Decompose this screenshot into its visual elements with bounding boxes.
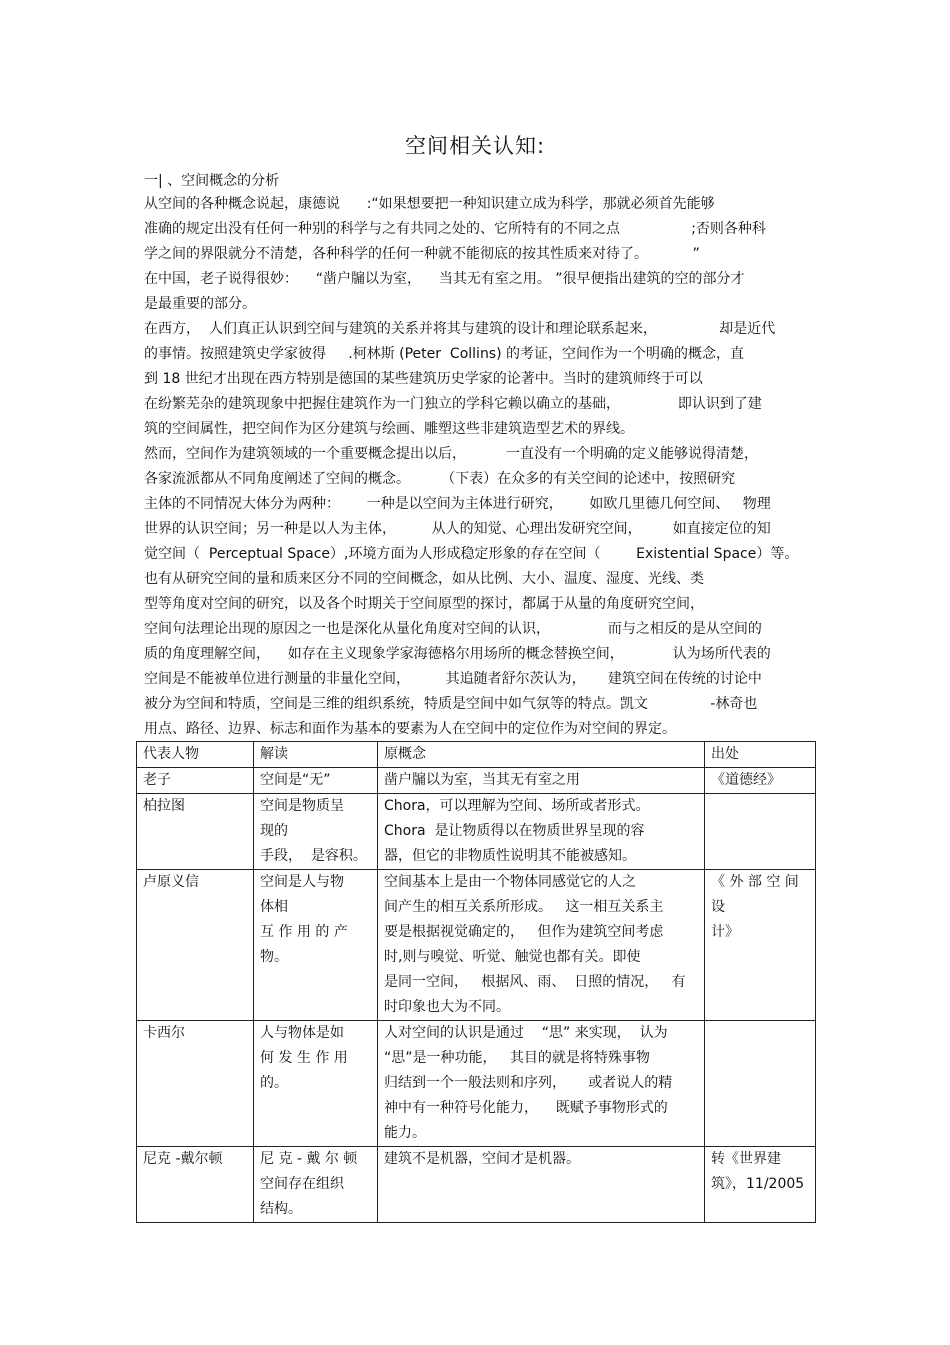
body-line: 在中国，老子说得很妙： “凿户牖以为室， 当其无有室之用。 ”很早便指出建筑的空的部分才 <box>144 271 745 287</box>
cell-line: 空间存在组织 <box>260 1176 344 1192</box>
cell-line: 器，但它的非物质性说明其不能被感知。 <box>384 848 636 864</box>
cell-line: 尼克 -戴尔顿 <box>143 1151 223 1167</box>
cell-line: 建筑不是机器，空间才是机器。 <box>384 1151 580 1167</box>
table-row <box>137 1147 816 1223</box>
cell-line: 转《世界建 <box>711 1151 781 1167</box>
body-line: 主体的不同情况大体分为两种： 一种是以空间为主体进行研究， 如欧几里德几何空间、 物理 <box>144 496 771 512</box>
body-paragraphs <box>144 192 809 742</box>
cell-concept <box>378 794 705 870</box>
cell-source <box>705 768 816 794</box>
body-line: 世界的认识空间；另一种是以人为主体， 从人的知觉、心理出发研究空间， 如直接定位的知 <box>144 521 771 537</box>
cell-interpretation <box>254 768 378 794</box>
cell-person <box>137 768 254 794</box>
concept-table <box>136 741 816 1223</box>
cell-line: 老子 <box>143 772 171 788</box>
cell-line: 卢原义信 <box>143 874 199 890</box>
cell-line: 归结到一个一般法则和序列， 或者说人的精 <box>384 1075 673 1091</box>
body-line: 学之间的界限就分不清楚，各种科学的任何一种就不能彻底的按其性质来对待了。 ” <box>144 246 700 262</box>
cell-source <box>705 870 816 1021</box>
body-line: 质的角度理解空间， 如存在主义现象学家海德格尔用场所的概念替换空间， 认为场所代表的 <box>144 646 771 662</box>
body-line: 型等角度对空间的研究，以及各个时期关于空间原型的探讨，都属于从量的角度研究空间， <box>144 596 704 612</box>
cell-line: 空间是人与物 <box>260 874 344 890</box>
cell-line: 人对空间的认识是通过 “思” 来实现， 认为 <box>384 1025 668 1041</box>
header-interpretation: 解读 <box>254 742 378 768</box>
cell-line: 计》 <box>711 924 739 940</box>
section-heading: 一| 、空间概念的分析 <box>144 173 280 189</box>
cell-line: 《道德经》 <box>711 772 781 788</box>
cell-concept <box>378 870 705 1021</box>
header-concept: 原概念 <box>378 742 705 768</box>
cell-line: 间产生的相互关系所形成。 这一相互关系主 <box>384 899 664 915</box>
table-row <box>137 1021 816 1147</box>
cell-interpretation <box>254 1021 378 1147</box>
cell-line: 物。 <box>260 949 288 965</box>
cell-line: 空间是物质呈 <box>260 798 344 814</box>
cell-line: 的。 <box>260 1075 288 1091</box>
cell-concept <box>378 768 705 794</box>
cell-line: 尼 克 - 戴 尔 顿 <box>260 1151 358 1167</box>
body-line: 在西方， 人们真正认识到空间与建筑的关系并将其与建筑的设计和理论联系起来， 却是近代 <box>144 321 776 337</box>
cell-line: 凿户牖以为室，当其无有室之用 <box>384 772 580 788</box>
cell-interpretation <box>254 1147 378 1223</box>
cell-line: 结构。 <box>260 1201 302 1217</box>
table-row <box>137 794 816 870</box>
cell-line: 能力。 <box>384 1125 426 1141</box>
cell-concept <box>378 1021 705 1147</box>
cell-source <box>705 1021 816 1147</box>
cell-person <box>137 870 254 1021</box>
cell-line: 《 外 部 空 间 <box>711 874 799 890</box>
cell-line: Chora 是让物质得以在物质世界呈现的容 <box>384 823 645 839</box>
header-source: 出处 <box>705 742 816 768</box>
cell-line: 体相 <box>260 899 288 915</box>
cell-line: 神中有一种符号化能力， 既赋予事物形式的 <box>384 1100 668 1116</box>
cell-line: 现的 <box>260 823 288 839</box>
body-line: 是最重要的部分。 <box>144 296 256 312</box>
body-line: 觉空间（ Perceptual Space）,环境方面为人形成稳定形象的存在空间（ Existential Space）等。 <box>144 546 799 562</box>
cell-line: 要是根据视觉确定的， 但作为建筑空间考虑 <box>384 924 664 940</box>
cell-concept <box>378 1147 705 1223</box>
cell-line: 时,则与嗅觉、听觉、触觉也都有关。即使 <box>384 949 641 965</box>
body-line: 各家流派都从不同角度阐述了空间的概念。 （下表）在众多的有关空间的论述中，按照研究 <box>144 471 736 487</box>
body-line: 筑的空间属性，把空间作为区分建筑与绘画、雕塑这些非建筑造型艺术的界线。 <box>144 421 634 437</box>
cell-line: 卡西尔 <box>143 1025 185 1041</box>
body-line: 从空间的各种概念说起，康德说 :“如果想要把一种知识建立成为科学，那就必须首先能够 <box>144 196 715 212</box>
body-line: 准确的规定出没有任何一种别的科学与之有共同之处的、它所特有的不同之点 ;否则各种科 <box>144 221 766 237</box>
body-line: 的事情。按照建筑史学家彼得 .柯林斯 (Peter Collins) 的考证，空间作为一个明确的概念，直 <box>144 346 745 362</box>
table-row <box>137 768 816 794</box>
body-line: 空间是不能被单位进行测量的非量化空间， 其追随者舒尔茨认为， 建筑空间在传统的讨论中 <box>144 671 762 687</box>
cell-line: 柏拉图 <box>143 798 185 814</box>
table-header-row <box>137 742 816 768</box>
cell-line: 时印象也大为不同。 <box>384 999 510 1015</box>
page-title: 空间相关认知: <box>404 134 546 158</box>
cell-person <box>137 1021 254 1147</box>
cell-line: Chora，可以理解为空间、场所或者形式。 <box>384 798 650 814</box>
cell-line: 手段， 是容积。 <box>260 848 367 864</box>
cell-person <box>137 1147 254 1223</box>
table-row <box>137 870 816 1021</box>
body-line: 到 18 世纪才出现在西方特别是德国的某些建筑历史学家的论著中。当时的建筑师终于可以 <box>144 371 703 387</box>
cell-interpretation <box>254 870 378 1021</box>
body-line: 在纷繁芜杂的建筑现象中把握住建筑作为一门独立的学科它赖以确立的基础， 即认识到了建 <box>144 396 762 412</box>
cell-line: 何 发 生 作 用 <box>260 1050 348 1066</box>
cell-line: “思”是一种功能， 其目的就是将特殊事物 <box>384 1050 650 1066</box>
cell-line: 设 <box>711 899 725 915</box>
cell-line: 空间是“无” <box>260 772 331 788</box>
cell-interpretation <box>254 794 378 870</box>
body-line: 然而，空间作为建筑领域的一个重要概念提出以后， 一直没有一个明确的定义能够说得清楚， <box>144 446 759 462</box>
cell-line: 空间基本上是由一个物体同感觉它的人之 <box>384 874 636 890</box>
cell-source <box>705 794 816 870</box>
cell-line: 人与物体是如 <box>260 1025 344 1041</box>
cell-person <box>137 794 254 870</box>
body-line: 空间句法理论出现的原因之一也是深化从量化角度对空间的认识， 而与之相反的是从空间的 <box>144 621 762 637</box>
cell-line: 互 作 用 的 产 <box>260 924 348 940</box>
cell-line: 筑》，11/2005 <box>711 1176 805 1192</box>
body-line: 用点、路径、边界、标志和面作为基本的要素为人在空间中的定位作为对空间的界定。 <box>144 721 676 737</box>
body-line: 被分为空间和特质，空间是三维的组织系统，特质是空间中如气氛等的特点。凯文 -林奇也 <box>144 696 758 712</box>
cell-source <box>705 1147 816 1223</box>
header-person: 代表人物 <box>137 742 254 768</box>
body-line: 也有从研究空间的量和质来区分不同的空间概念，如从比例、大小、温度、湿度、光线、类 <box>144 571 704 587</box>
cell-line: 是同一空间， 根据风、雨、 日照的情况， 有 <box>384 974 686 990</box>
